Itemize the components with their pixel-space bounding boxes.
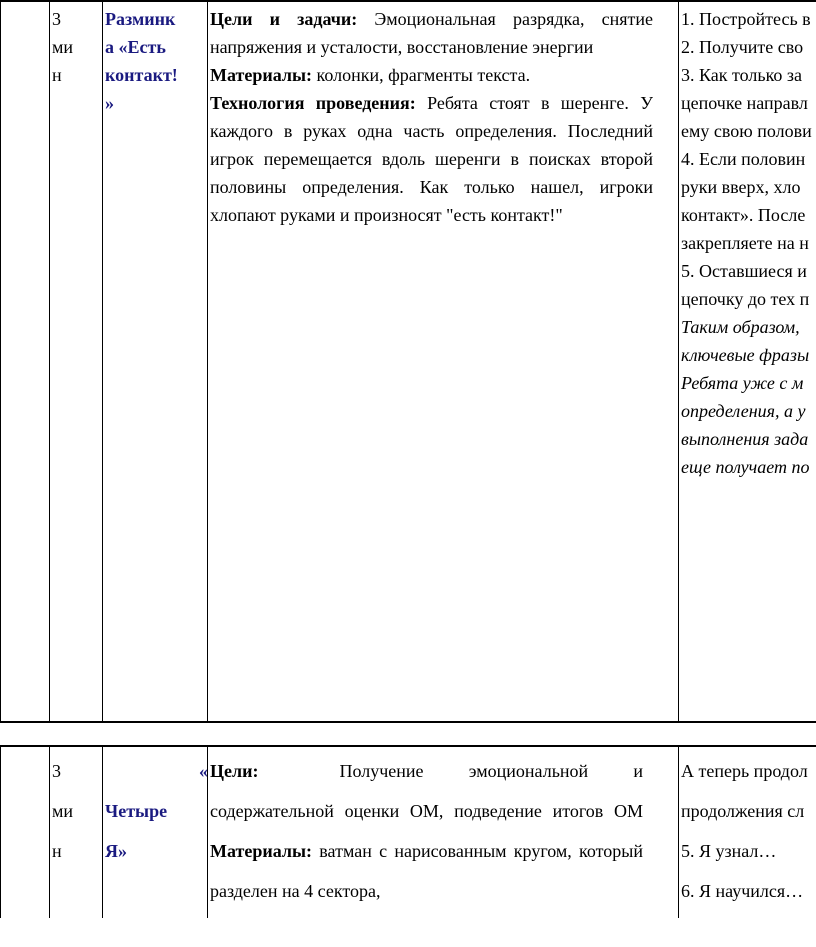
table-row-four-i: [0, 745, 816, 918]
materials-text: колонки, фрагменты текста.: [312, 65, 531, 85]
summary-line: еще получает по: [681, 457, 810, 477]
activity-name-cell: [102, 2, 208, 721]
summary-line: выполнения зада: [681, 429, 809, 449]
goals-label: Цели:: [210, 761, 259, 781]
summary-line: ключевые фразы: [681, 345, 810, 365]
reflection-line: А теперь продол: [681, 761, 808, 781]
time-cell: [49, 747, 103, 918]
activity-name: Я»: [105, 841, 127, 861]
summary-line: Ребята уже с м: [681, 373, 804, 393]
activity-name: »: [105, 93, 114, 113]
goals-text: Получение эмоциональной и содержательной оценки ОМ, подведение итогов ОМ: [210, 761, 643, 821]
description-cell: [207, 747, 679, 918]
materials-text: ватман с нарисованным кругом, который разделен на 4 сектора,: [210, 841, 643, 901]
summary-line: определения, а у: [681, 401, 806, 421]
step-line: цепочку до тех п: [681, 289, 810, 309]
step-line: 3. Как только за: [681, 65, 803, 85]
step-line: закрепляете на н: [681, 233, 809, 253]
activity-name: а «Есть: [105, 37, 166, 57]
activity-name: контакт!: [105, 65, 178, 85]
steps-cell: [678, 2, 816, 721]
reflection-cell: [678, 747, 816, 918]
time-text: 3: [52, 9, 61, 29]
goals-label: Цели и задачи:: [210, 9, 358, 29]
time-text: н: [52, 65, 62, 85]
materials-label: Материалы:: [210, 65, 313, 85]
technology-text: Ребята стоят в шеренге. У каждого в руках одна часть определения. Последний игрок перемещается вдоль шеренги в поисках второй половины определения. Как только нашел, игроки хлопают руками и произносят "есть контакт!": [210, 93, 653, 225]
reflection-line: 6. Я научился…: [681, 881, 804, 901]
reflection-line: 5. Я узнал…: [681, 841, 777, 861]
activity-name: «: [199, 761, 208, 781]
step-line: 2. Получите сво: [681, 37, 804, 57]
step-line: 1. Постройтесь в: [681, 9, 811, 29]
technology-label: Технология проведения:: [210, 93, 416, 113]
step-line: контакт». После: [681, 205, 806, 225]
goals-text: Эмоциональная разрядка, снятие напряжения и усталости, восстановление энергии: [210, 9, 653, 57]
time-text: ми: [52, 37, 74, 57]
materials-label: Материалы:: [210, 841, 313, 861]
activity-name-cell: [102, 747, 208, 918]
reflection-line: продолжения сл: [681, 801, 805, 821]
step-line: цепочке направл: [681, 93, 808, 113]
step-line: 4. Если половин: [681, 149, 806, 169]
summary-line: Таким образом,: [681, 317, 800, 337]
time-text: 3: [52, 761, 61, 781]
step-line: руки вверх, хло: [681, 177, 801, 197]
step-line: ему свою полови: [681, 121, 812, 141]
number-cell: [0, 747, 50, 918]
time-text: н: [52, 841, 62, 861]
number-cell: [0, 2, 50, 721]
activity-name: Четыре: [105, 801, 168, 821]
step-line: 5. Оставшиеся и: [681, 261, 807, 281]
time-text: ми: [52, 801, 74, 821]
activity-name: Разминк: [105, 9, 176, 29]
description-cell: [207, 2, 679, 721]
time-cell: [49, 2, 103, 721]
